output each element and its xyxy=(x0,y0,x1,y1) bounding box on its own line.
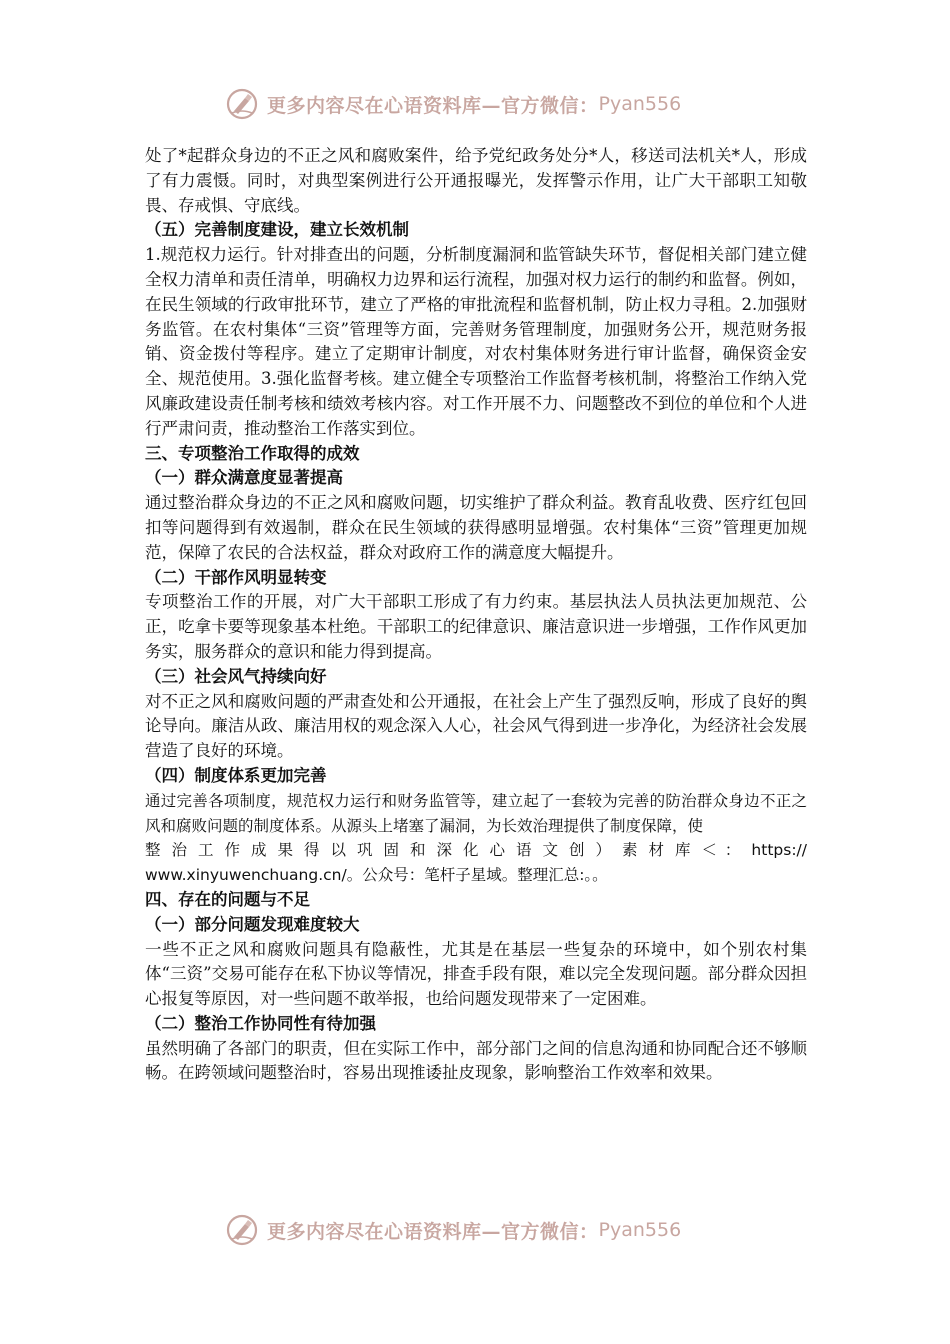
paragraph: 虽然明确了各部门的职责，但在实际工作中，部分部门之间的信息沟通和协同配合还不够顺畅。在跨领域问题整治时，容易出现推诿扯皮现象，影响整治工作效率和效果。 xyxy=(145,1038,807,1083)
document-body xyxy=(145,144,807,1086)
paragraph-spread-line: 整 治 工 作 成 果 得 以 巩 固 和 深 化 心 语 文 创 ） 素 材 库 ＜ ： https:// xyxy=(145,841,807,860)
paragraph: 通过整治群众身边的不正之风和腐败问题，切实维护了群众利益。教育乱收费、医疗红包回扣等问题得到有效遏制，群众在民生领域的获得感明显增强。农村集体“三资”管理更加规范，保障了农民的合法权益，群众对政府工作的满意度大幅提升。 xyxy=(145,493,807,562)
section-heading: （二）整治工作协同性有待加强 xyxy=(145,1013,376,1033)
chapter-heading: 四、存在的问题与不足 xyxy=(145,889,310,909)
watermark-handle: Pyan556 xyxy=(598,93,682,115)
paragraph: 1.规范权力运行。针对排查出的问题，分析制度漏洞和监管缺失环节，督促相关部门建立健全权力清单和责任清单，明确权力边界和运行流程，加强对权力运行的制约和监督。例如，在民生领域的行政审批环节，建立了严格的审批流程和监督机制，防止权力寻租。2.加强财务监管。在农村集体“三资”管理等方面，完善财务管理制度，加强财务公开，规范财务报销、资金拨付等程序。建立了定期审计制度，对农村集体财务进行审计监督，确保资金安全、规范使用。3.强化监督考核。建立健全专项整治工作监督考核机制，将整治工作纳入党风廉政建设责任制考核和绩效考核内容。对工作开展不力、问题整改不到位的单位和个人进行严肃问责，推动整治工作落实到位。 xyxy=(145,245,807,438)
section-heading: （三）社会风气持续向好 xyxy=(145,666,327,686)
section-heading: （二）干部作风明显转变 xyxy=(145,567,327,587)
paragraph: 一些不正之风和腐败问题具有隐蔽性，尤其是在基层一些复杂的环境中，如个别农村集体“三资”交易可能存在私下协议等情况，排查手段有限，难以完全发现问题。部分群众因担心报复等原因，对一些问题不敢举报，也给问题发现带来了一定困难。 xyxy=(145,939,807,1009)
chapter-heading: 三、专项整治工作取得的成效 xyxy=(145,443,360,463)
section-heading: （五）完善制度建设，建立长效机制 xyxy=(145,220,409,240)
section-heading: （一）部分问题发现难度较大 xyxy=(145,914,360,934)
watermark-handle: Pyan556 xyxy=(598,1219,682,1241)
paragraph-url-line: www.xinyuwenchuang.cn/。公众号：笔杆子星域。整理汇总:。。 xyxy=(145,866,608,885)
pen-logo-icon xyxy=(225,1213,259,1247)
paragraph: 处了*起群众身边的不正之风和腐败案件，给予党纪政务处分*人，移送司法机关*人，形成了有力震慑。同时，对典型案例进行公开通报曝光，发挥警示作用，让广大干部职工知敬畏、存戒惧、守底线。 xyxy=(145,146,807,215)
pen-logo-icon xyxy=(225,87,259,121)
section-heading: （一）群众满意度显著提高 xyxy=(145,468,343,488)
watermark-text: 更多内容尽在心语资料库—官方微信： xyxy=(267,1220,599,1243)
header-watermark xyxy=(225,86,745,122)
section-heading: （四）制度体系更加完善 xyxy=(145,765,327,785)
watermark-text: 更多内容尽在心语资料库—官方微信： xyxy=(267,94,599,117)
paragraph: 通过完善各项制度，规范权力运行和财务监管等，建立起了一套较为完善的防治群众身边不正之风和腐败问题的制度体系。从源头上堵塞了漏洞，为长效治理提供了制度保障，使 xyxy=(145,791,807,835)
paragraph: 对不正之风和腐败问题的严肃查处和公开通报，在社会上产生了强烈反响，形成了良好的舆论导向。廉洁从政、廉洁用权的观念深入人心，社会风气得到进一步净化，为经济社会发展营造了良好的环境。 xyxy=(145,691,807,761)
footer-watermark xyxy=(225,1212,745,1248)
paragraph: 专项整治工作的开展，对广大干部职工形成了有力约束。基层执法人员执法更加规范、公正，吃拿卡要等现象基本杜绝。干部职工的纪律意识、廉洁意识进一步增强，工作作风更加务实，服务群众的意识和能力得到提高。 xyxy=(145,592,807,661)
